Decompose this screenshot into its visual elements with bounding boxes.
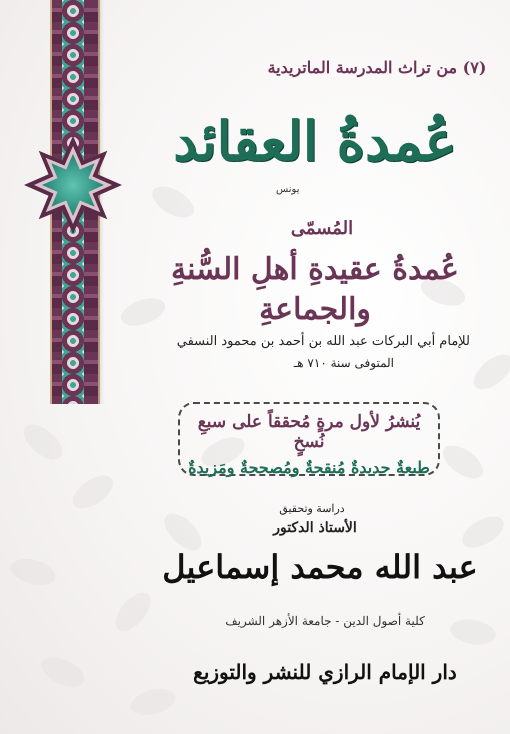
- publisher-name: دار الإمام الرازي للنشر والتوزيع: [193, 660, 457, 684]
- author-line: للإمام أبي البركات عبد الله بن أحمد بن محمود النسفي: [176, 334, 470, 349]
- title-mark: يونس: [276, 184, 300, 195]
- announcement-line-2: طبعةٌ جديدةٌ مُنقحةٌ ومُصححةٌ ومَزيدةٌ: [188, 458, 430, 477]
- faculty-affiliation: كلية أصول الدين - جامعة الأزهر الشريف: [225, 614, 425, 628]
- doctor-title: الأستاذ الدكتور: [273, 520, 357, 536]
- book-title: عُمدةُ العقائد: [173, 109, 457, 173]
- death-date: المتوفى سنة ٧١٠ هـ: [293, 356, 394, 370]
- study-label: دراسة وتحقيق: [279, 502, 345, 515]
- doctor-name: عبد الله محمد إسماعيل: [162, 548, 478, 586]
- named-label: المُسمّى: [290, 218, 354, 239]
- announcement-box: [178, 402, 440, 476]
- book-subtitle: عُمدةُ عقيدةِ أهلِ السُّنةِ والجماعةِ: [171, 252, 459, 327]
- series-label: (٧) من تراث المدرسة الماتريدية: [267, 58, 487, 77]
- star-ornament-icon: [24, 136, 122, 234]
- announcement-line-1: يُنشرُ لأول مرةٍ مُحققاً على سبعِ نُسخٍ: [197, 412, 421, 452]
